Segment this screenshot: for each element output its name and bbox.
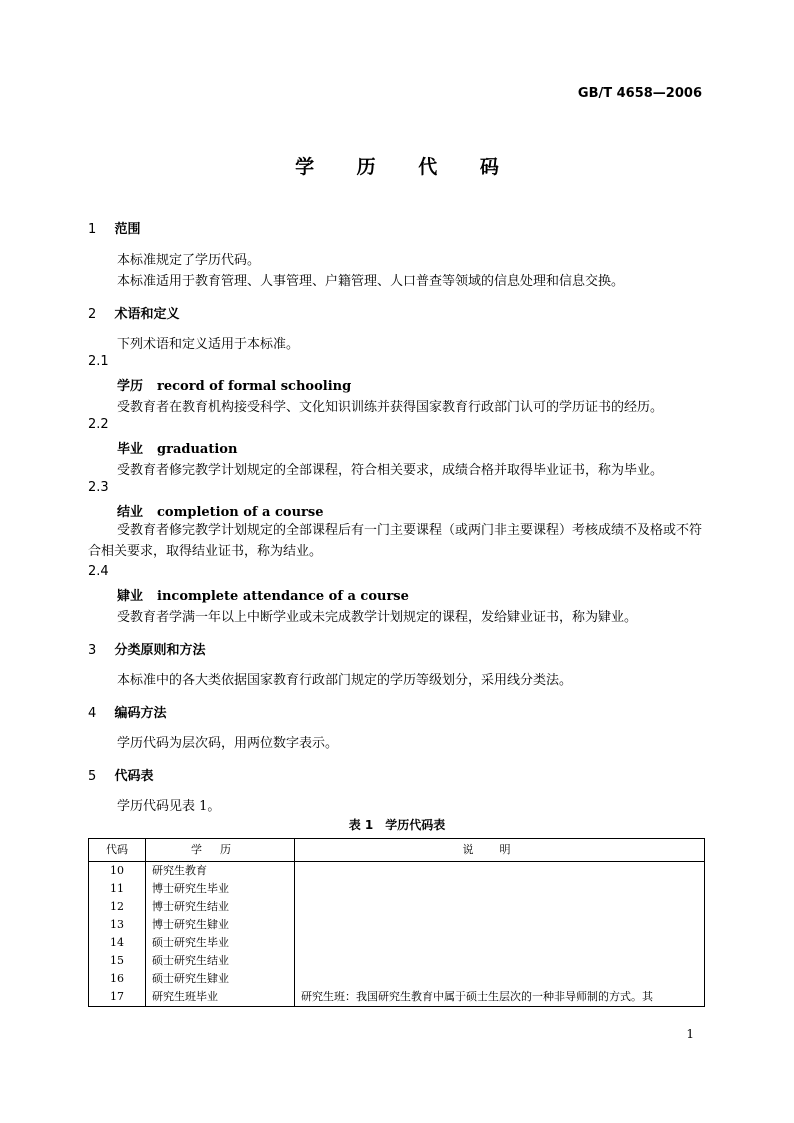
- term-en: graduation: [157, 442, 238, 457]
- section-number: 3: [88, 643, 97, 658]
- cell-education: 博士研究生肄业: [146, 916, 295, 934]
- cell-description: [295, 880, 705, 898]
- term-en: record of formal schooling: [157, 379, 352, 394]
- education-code-table: [88, 838, 705, 1007]
- standard-number: GB/T 4658—2006: [577, 86, 702, 101]
- term-zh: 学历: [117, 379, 144, 394]
- section-title: 术语和定义: [114, 307, 180, 322]
- term-zh: 毕业: [117, 442, 144, 457]
- paragraph: 下列术语和定义适用于本标准。: [117, 337, 300, 352]
- cell-education: 研究生教育: [146, 862, 295, 881]
- table-row: [89, 988, 705, 1007]
- column-header-code: 代码: [89, 839, 146, 862]
- cell-education: 硕士研究生肄业: [146, 970, 295, 988]
- cell-code: 15: [89, 952, 146, 970]
- cell-education: 博士研究生毕业: [146, 880, 295, 898]
- section-1-heading: [88, 218, 141, 237]
- table-caption: 表 1 学历代码表: [348, 818, 446, 832]
- subclause-number: 2.1: [88, 354, 109, 369]
- section-3-heading: [88, 639, 206, 658]
- term-definition: 受教育者修完教学计划规定的全部课程，符合相关要求，成绩合格并取得毕业证书，称为毕业。: [117, 463, 664, 478]
- paragraph: 学历代码见表 1。: [117, 799, 221, 814]
- paragraph: 本标准适用于教育管理、人事管理、户籍管理、人口普查等领域的信息处理和信息交换。: [117, 274, 625, 289]
- paragraph: 学历代码为层次码，用两位数字表示。: [117, 736, 339, 751]
- cell-description: [295, 934, 705, 952]
- cell-description: [295, 898, 705, 916]
- table-row: [89, 952, 705, 970]
- document-title: 学 历 代 码: [295, 156, 517, 178]
- term-zh: 结业: [117, 505, 144, 520]
- cell-code: 11: [89, 880, 146, 898]
- term-heading: [117, 438, 237, 457]
- term-en: incomplete attendance of a course: [157, 589, 409, 604]
- cell-description: [295, 916, 705, 934]
- term-heading: [117, 501, 323, 520]
- section-title: 范围: [114, 222, 141, 237]
- term-definition: 受教育者学满一年以上中断学业或未完成教学计划规定的课程，发给肄业证书，称为肄业。: [117, 610, 638, 625]
- section-2-heading: [88, 303, 180, 322]
- cell-education: 硕士研究生毕业: [146, 934, 295, 952]
- table-row: [89, 862, 705, 881]
- cell-code: 17: [89, 988, 146, 1007]
- paragraph: 本标准中的各大类依据国家教育行政部门规定的学历等级划分，采用线分类法。: [117, 673, 573, 688]
- section-number: 5: [88, 769, 97, 784]
- table-row: [89, 970, 705, 988]
- subclause-number: 2.2: [88, 417, 109, 432]
- section-number: 1: [88, 222, 97, 237]
- cell-code: 14: [89, 934, 146, 952]
- term-heading: [117, 585, 409, 604]
- term-en: completion of a course: [157, 505, 324, 520]
- page-number: 1: [686, 1027, 694, 1041]
- table-row: [89, 880, 705, 898]
- cell-code: 12: [89, 898, 146, 916]
- cell-code: 10: [89, 862, 146, 881]
- cell-code: 13: [89, 916, 146, 934]
- term-definition: 受教育者在教育机构接受科学、文化知识训练并获得国家教育行政部门认可的学历证书的经历。: [117, 400, 664, 415]
- cell-education: 硕士研究生结业: [146, 952, 295, 970]
- table-row: [89, 934, 705, 952]
- paragraph: 本标准规定了学历代码。: [117, 253, 261, 268]
- term-zh: 肄业: [117, 589, 144, 604]
- cell-description: [295, 952, 705, 970]
- section-5-heading: [88, 765, 154, 784]
- cell-description: 研究生班：我国研究生教育中属于硕士生层次的一种非导师制的方式。其: [295, 988, 705, 1007]
- subclause-number: 2.3: [88, 480, 109, 495]
- section-number: 2: [88, 307, 97, 322]
- column-header-description: 说明: [295, 839, 705, 862]
- table-header-row: [89, 839, 705, 862]
- section-4-heading: [88, 702, 167, 721]
- cell-code: 16: [89, 970, 146, 988]
- table-row: [89, 916, 705, 934]
- section-title: 代码表: [114, 769, 154, 784]
- table-row: [89, 898, 705, 916]
- cell-description: [295, 862, 705, 881]
- cell-description: [295, 970, 705, 988]
- cell-education: 研究生班毕业: [146, 988, 295, 1007]
- term-definition: 受教育者修完教学计划规定的全部课程后有一门主要课程（或两门非主要课程）考核成绩不及格或不符合相关要求，取得结业证书，称为结业。: [88, 523, 703, 559]
- section-title: 编码方法: [114, 706, 167, 721]
- subclause-number: 2.4: [88, 564, 109, 579]
- term-heading: [117, 375, 351, 394]
- column-header-education: 学历: [146, 839, 295, 862]
- cell-education: 博士研究生结业: [146, 898, 295, 916]
- section-number: 4: [88, 706, 97, 721]
- section-title: 分类原则和方法: [114, 643, 206, 658]
